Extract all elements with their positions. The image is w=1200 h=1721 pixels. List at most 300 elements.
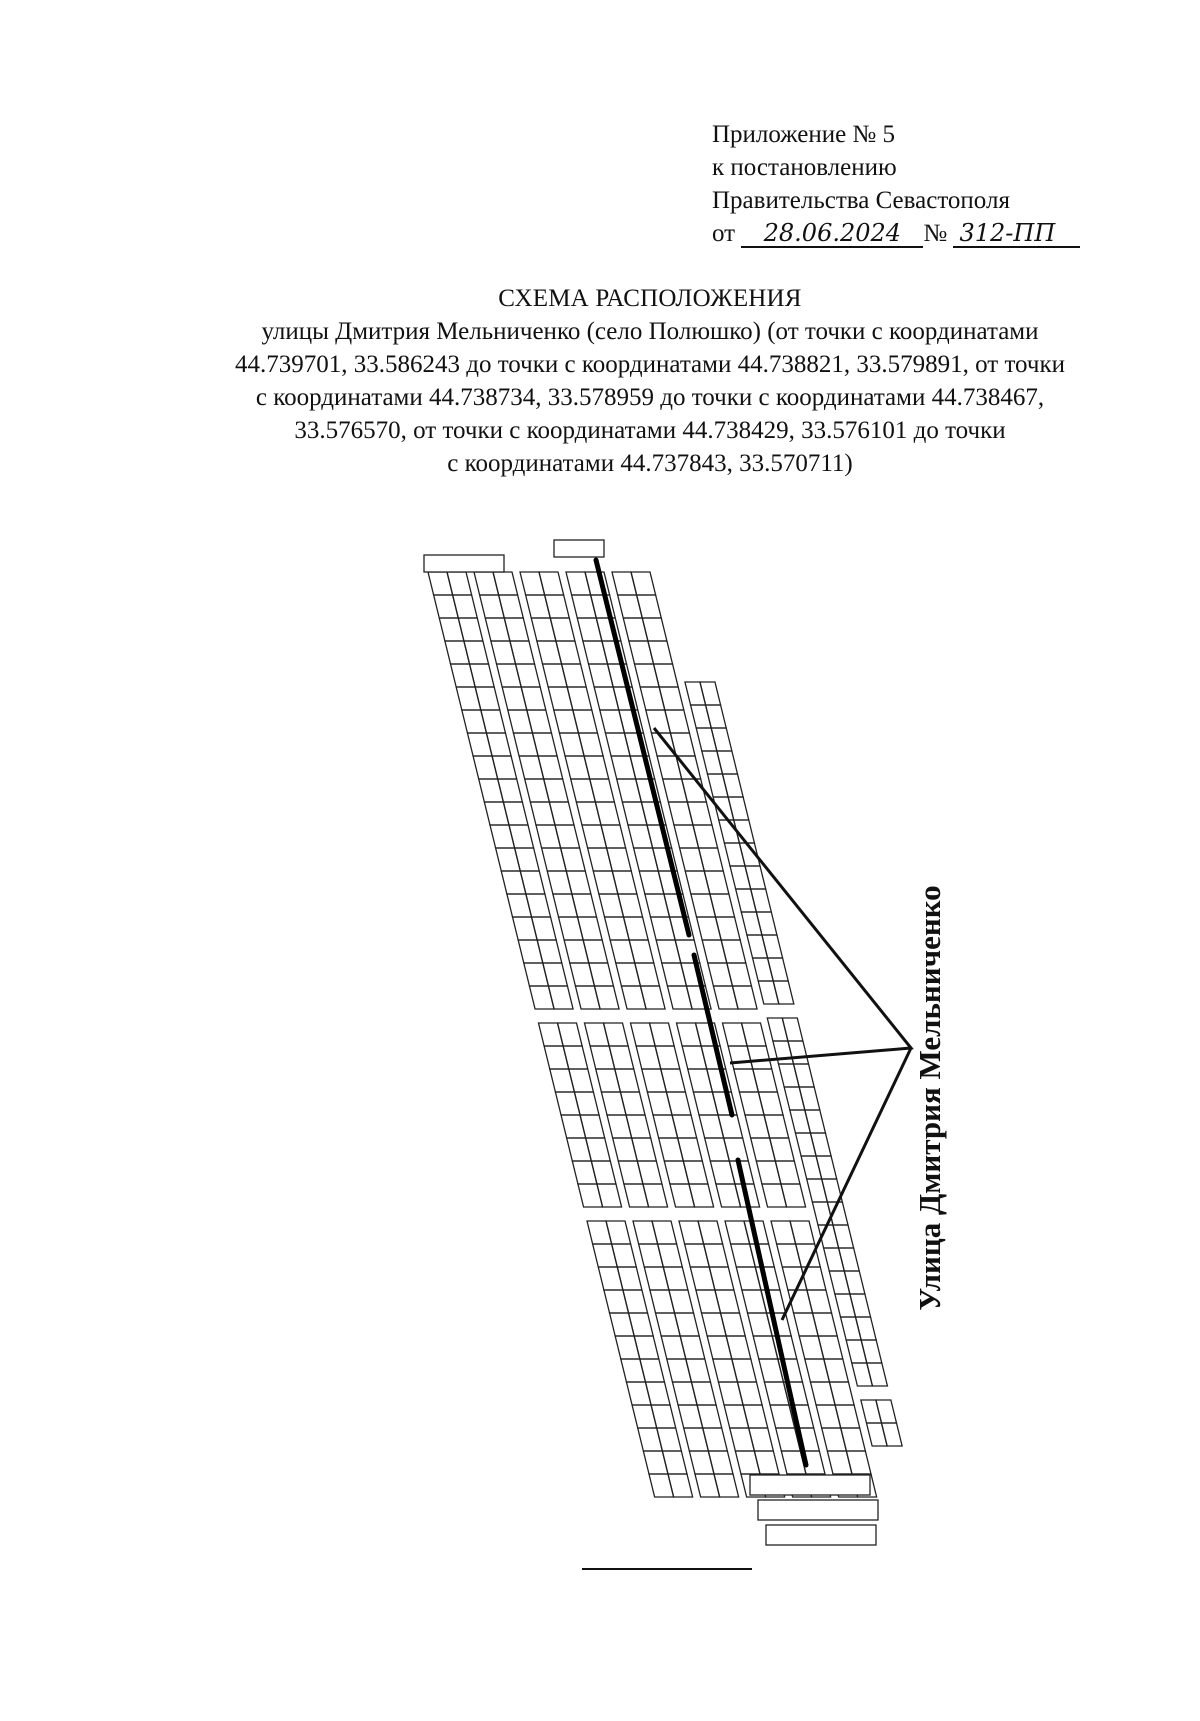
- land-parcel: [678, 1138, 703, 1161]
- from-label: от: [712, 220, 736, 247]
- land-parcel: [728, 797, 749, 820]
- land-parcel: [595, 802, 620, 825]
- land-parcel: [572, 595, 597, 618]
- land-parcel: [758, 1092, 783, 1115]
- land-parcel: [731, 1244, 756, 1267]
- land-parcel: [708, 1451, 733, 1474]
- land-parcel: [499, 595, 524, 618]
- land-parcel: [594, 687, 619, 710]
- land-parcel: [816, 1405, 841, 1428]
- land-parcel: [640, 986, 665, 1009]
- land-parcel: [670, 1184, 695, 1207]
- parcel-grid: [428, 572, 902, 1497]
- land-parcel: [807, 1290, 832, 1313]
- land-parcel: [699, 848, 724, 871]
- number-label: №: [923, 220, 948, 247]
- land-parcel: [662, 963, 687, 986]
- land-parcel: [620, 1092, 645, 1115]
- land-parcel: [428, 572, 453, 595]
- land-parcel: [616, 963, 641, 986]
- top-block: [424, 555, 504, 572]
- land-parcel: [549, 802, 574, 825]
- land-parcel: [548, 687, 573, 710]
- leader-lines: [654, 728, 911, 1320]
- land-parcel: [741, 1023, 766, 1046]
- land-parcel: [659, 1138, 684, 1161]
- land-parcel: [667, 986, 692, 1009]
- land-parcel: [708, 963, 733, 986]
- land-parcel: [703, 1428, 728, 1451]
- land-parcel: [762, 1184, 787, 1207]
- land-parcel: [520, 871, 545, 894]
- land-parcel: [474, 572, 499, 595]
- land-parcel: [711, 728, 732, 751]
- land-parcel: [550, 1069, 575, 1092]
- land-parcel: [844, 1271, 865, 1294]
- land-parcel: [637, 595, 662, 618]
- land-parcel: [867, 1363, 888, 1386]
- land-parcel: [650, 1290, 675, 1313]
- land-parcel: [580, 1115, 605, 1138]
- land-parcel: [721, 940, 746, 963]
- land-parcel: [777, 1244, 802, 1267]
- land-parcel: [728, 1046, 753, 1069]
- land-parcel: [685, 1244, 710, 1267]
- land-parcel: [672, 1382, 697, 1405]
- land-parcel: [732, 986, 757, 1009]
- land-parcel: [685, 871, 710, 894]
- land-parcel: [623, 1290, 648, 1313]
- land-parcel: [655, 1046, 680, 1069]
- land-parcel: [542, 848, 567, 871]
- land-parcel: [638, 1428, 663, 1451]
- land-parcel: [698, 1221, 723, 1244]
- land-parcel: [753, 1069, 778, 1092]
- land-parcel: [726, 1336, 751, 1359]
- land-parcel: [519, 756, 544, 779]
- land-parcel: [530, 802, 555, 825]
- land-parcel: [640, 1359, 665, 1382]
- land-parcel: [805, 1110, 826, 1133]
- appendix-number: Приложение № 5: [712, 121, 896, 148]
- land-parcel: [584, 1023, 609, 1046]
- land-parcel: [513, 733, 538, 756]
- land-parcel: [621, 986, 646, 1009]
- land-parcel: [748, 1313, 773, 1336]
- land-parcel: [545, 595, 570, 618]
- land-parcel: [710, 894, 735, 917]
- land-parcel: [749, 1428, 774, 1451]
- land-parcel: [717, 751, 738, 774]
- land-parcel: [555, 825, 580, 848]
- land-parcel: [526, 595, 551, 618]
- land-parcel: [718, 1115, 743, 1138]
- land-parcel: [609, 1046, 634, 1069]
- land-parcel: [699, 1115, 724, 1138]
- land-parcel: [590, 779, 615, 802]
- land-parcel: [464, 641, 489, 664]
- land-parcel: [640, 687, 665, 710]
- land-parcel: [475, 687, 500, 710]
- land-parcel: [576, 802, 601, 825]
- land-parcel: [713, 1359, 738, 1382]
- land-parcel: [768, 958, 789, 981]
- land-parcel: [813, 1313, 838, 1336]
- land-parcel: [470, 664, 495, 687]
- land-parcel: [794, 1064, 815, 1087]
- bottom-block: [750, 1475, 870, 1495]
- land-parcel: [612, 871, 637, 894]
- land-parcel: [693, 825, 718, 848]
- land-parcel: [601, 1092, 626, 1115]
- land-parcel: [622, 802, 647, 825]
- land-parcel: [707, 1336, 732, 1359]
- land-parcel: [583, 641, 608, 664]
- land-parcel: [630, 1023, 655, 1046]
- land-parcel: [672, 1115, 697, 1138]
- land-parcel: [628, 825, 653, 848]
- land-parcel: [510, 641, 535, 664]
- land-parcel: [547, 871, 572, 894]
- land-parcel: [689, 1451, 714, 1474]
- land-parcel: [629, 1313, 654, 1336]
- land-parcel: [561, 1115, 586, 1138]
- land-parcel: [688, 1069, 713, 1092]
- land-parcel: [578, 917, 603, 940]
- land-parcel: [700, 682, 721, 705]
- land-parcel: [572, 1161, 597, 1184]
- land-parcel: [492, 756, 517, 779]
- land-parcel: [565, 756, 590, 779]
- land-parcel: [594, 986, 619, 1009]
- land-parcel: [751, 1138, 776, 1161]
- land-parcel: [618, 595, 643, 618]
- land-parcel: [668, 802, 693, 825]
- land-parcel: [498, 779, 523, 802]
- land-parcel: [577, 618, 602, 641]
- appendix-issuer: Правительства Севастополя: [712, 187, 1010, 214]
- land-parcel: [496, 848, 521, 871]
- land-parcel: [591, 1161, 616, 1184]
- land-parcel: [557, 1023, 582, 1046]
- land-parcel: [730, 1428, 755, 1451]
- land-parcel: [481, 710, 506, 733]
- land-parcel: [524, 963, 549, 986]
- land-parcel: [543, 963, 568, 986]
- land-parcel: [629, 940, 654, 963]
- land-parcel: [516, 664, 541, 687]
- land-parcel: [705, 1138, 730, 1161]
- land-parcel: [632, 1138, 657, 1161]
- heading-line-1: улицы Дмитрия Мельниченко (село Полюшко) (от точки с координатами: [261, 318, 1039, 345]
- land-parcel: [518, 940, 543, 963]
- land-parcel: [745, 866, 766, 889]
- land-parcel: [645, 1382, 670, 1405]
- land-parcel: [715, 1290, 740, 1313]
- land-parcel: [639, 1244, 664, 1267]
- heading-line-5: с координатами 44.737843, 33.570711): [447, 450, 853, 477]
- land-parcel: [607, 1115, 632, 1138]
- heading-line-3: с координатами 44.738734, 33.578959 до точки с координатами 44.738467,: [255, 384, 1045, 411]
- land-parcel: [571, 779, 596, 802]
- land-parcel: [704, 1244, 729, 1267]
- land-parcel: [569, 1069, 594, 1092]
- land-parcel: [657, 1428, 682, 1451]
- land-parcel: [485, 618, 510, 641]
- land-parcel: [773, 981, 794, 1004]
- land-parcel: [610, 1313, 635, 1336]
- land-parcel: [556, 641, 581, 664]
- land-parcel: [600, 710, 625, 733]
- land-parcel: [570, 963, 595, 986]
- land-parcel: [756, 1161, 781, 1184]
- land-parcel: [635, 963, 660, 986]
- land-parcel: [881, 1423, 902, 1446]
- top-block: [554, 540, 604, 557]
- land-parcel: [841, 1428, 866, 1451]
- appendix-reference: к постановлению: [712, 154, 897, 181]
- land-parcel: [611, 756, 636, 779]
- land-parcel: [810, 1133, 831, 1156]
- land-parcel: [675, 1313, 700, 1336]
- land-parcel: [596, 1069, 621, 1092]
- land-parcel: [635, 664, 660, 687]
- land-parcel: [447, 572, 472, 595]
- land-parcel: [606, 1221, 631, 1244]
- land-parcel: [764, 1115, 789, 1138]
- land-parcel: [637, 1161, 662, 1184]
- land-parcel: [473, 756, 498, 779]
- land-parcel: [554, 710, 579, 733]
- land-parcel: [589, 963, 614, 986]
- land-parcel: [451, 664, 476, 687]
- land-parcel: [799, 1087, 820, 1110]
- handwritten-number: 312-ПП: [953, 220, 1080, 248]
- land-parcel: [486, 733, 511, 756]
- leader-line: [654, 728, 911, 1063]
- land-parcel: [573, 710, 598, 733]
- land-parcel: [467, 733, 492, 756]
- land-parcel: [646, 710, 671, 733]
- land-parcel: [691, 894, 716, 917]
- land-parcel: [751, 889, 772, 912]
- land-parcel: [651, 1405, 676, 1428]
- land-parcel: [527, 710, 552, 733]
- land-parcel: [624, 917, 649, 940]
- land-parcel: [624, 1184, 649, 1207]
- land-parcel: [493, 572, 518, 595]
- land-parcel: [713, 986, 738, 1009]
- land-parcel: [727, 963, 752, 986]
- land-parcel: [618, 894, 643, 917]
- land-parcel: [562, 664, 587, 687]
- land-parcel: [537, 940, 562, 963]
- land-parcel: [653, 1115, 678, 1138]
- land-parcel: [586, 1138, 611, 1161]
- land-parcel: [629, 641, 654, 664]
- document-title: СХЕМА РАСПОЛОЖЕНИЯ: [498, 285, 802, 312]
- land-parcel: [710, 1161, 735, 1184]
- land-parcel: [680, 848, 705, 871]
- land-parcel: [643, 1451, 668, 1474]
- land-parcel: [827, 1451, 852, 1474]
- land-parcel: [543, 664, 568, 687]
- land-parcel: [456, 687, 481, 710]
- land-parcel: [563, 1046, 588, 1069]
- land-parcel: [747, 1046, 772, 1069]
- land-parcel: [490, 825, 515, 848]
- land-parcel: [590, 1046, 615, 1069]
- land-parcel: [680, 1336, 705, 1359]
- land-parcel: [584, 756, 609, 779]
- land-parcel: [846, 1451, 871, 1474]
- land-parcel: [515, 848, 540, 871]
- bottom-divider: [582, 1568, 752, 1570]
- land-parcel: [754, 1451, 779, 1474]
- land-parcel: [636, 1046, 661, 1069]
- land-parcel: [548, 986, 573, 1009]
- land-parcel: [539, 572, 564, 595]
- land-parcel: [689, 1184, 714, 1207]
- land-parcel: [818, 1336, 843, 1359]
- land-parcel: [669, 1290, 694, 1313]
- land-parcel: [816, 1156, 837, 1179]
- land-parcel: [613, 1138, 638, 1161]
- land-parcel: [691, 1382, 716, 1405]
- land-parcel: [578, 733, 603, 756]
- land-parcel: [618, 1161, 643, 1184]
- land-parcel: [529, 986, 554, 1009]
- bottom-block: [766, 1525, 876, 1545]
- land-parcel: [737, 1382, 762, 1405]
- land-parcel: [716, 917, 741, 940]
- land-parcel: [491, 641, 516, 664]
- land-parcel: [682, 1046, 707, 1069]
- land-parcel: [537, 641, 562, 664]
- land-parcel: [679, 1221, 704, 1244]
- land-parcel: [781, 1184, 806, 1207]
- land-parcel: [721, 1313, 746, 1336]
- land-parcel: [810, 1382, 835, 1405]
- land-parcel: [479, 779, 504, 802]
- land-parcel: [663, 1267, 688, 1290]
- land-parcel: [605, 733, 630, 756]
- land-parcel: [833, 1225, 854, 1248]
- land-parcel: [612, 1244, 637, 1267]
- land-parcel: [676, 1023, 701, 1046]
- land-parcel: [634, 848, 659, 871]
- land-parcel: [631, 572, 656, 595]
- land-parcel: [623, 618, 648, 641]
- land-parcel: [615, 1336, 640, 1359]
- land-parcel: [643, 1184, 668, 1207]
- land-parcel: [742, 1290, 767, 1313]
- land-parcel: [531, 618, 556, 641]
- land-parcel: [678, 1405, 703, 1428]
- land-parcel: [850, 1294, 871, 1317]
- land-parcel: [649, 1023, 674, 1046]
- land-parcel: [790, 1221, 815, 1244]
- land-parcel: [484, 802, 509, 825]
- land-parcel: [458, 618, 483, 641]
- land-parcel: [504, 618, 529, 641]
- land-parcel: [663, 779, 688, 802]
- heading-line-4: 33.576570, от точки с координатами 44.738429, 33.576101 до точки: [294, 417, 1006, 444]
- land-parcel: [639, 871, 664, 894]
- land-parcel: [661, 1069, 686, 1092]
- land-parcel: [559, 917, 584, 940]
- land-parcel: [824, 1359, 849, 1382]
- land-parcel: [559, 733, 584, 756]
- land-parcel: [687, 802, 712, 825]
- land-parcel: [695, 1474, 720, 1497]
- land-parcel: [839, 1248, 860, 1271]
- land-parcel: [626, 1115, 651, 1138]
- land-parcel: [532, 917, 557, 940]
- land-parcel: [599, 894, 624, 917]
- land-parcel: [566, 871, 591, 894]
- land-parcel: [567, 1138, 592, 1161]
- land-parcel: [582, 825, 607, 848]
- land-parcel: [603, 1023, 628, 1046]
- land-parcel: [621, 1359, 646, 1382]
- land-parcel: [645, 894, 670, 917]
- street-highlight: [596, 560, 806, 1465]
- land-parcel: [658, 1244, 683, 1267]
- land-parcel: [782, 1018, 803, 1041]
- land-parcel: [702, 1313, 727, 1336]
- land-parcel: [724, 1138, 749, 1161]
- land-parcel: [462, 710, 487, 733]
- land-parcel: [648, 641, 673, 664]
- land-parcel: [716, 1184, 741, 1207]
- land-parcel: [642, 618, 667, 641]
- land-parcel: [555, 1092, 580, 1115]
- land-parcel: [735, 1451, 760, 1474]
- land-parcel: [762, 935, 783, 958]
- land-parcel: [538, 1023, 563, 1046]
- land-parcel: [704, 871, 729, 894]
- land-parcel: [770, 1138, 795, 1161]
- land-parcel: [633, 1221, 658, 1244]
- land-parcel: [725, 1221, 750, 1244]
- land-parcel: [553, 894, 578, 917]
- land-parcel: [501, 871, 526, 894]
- land-parcel: [697, 917, 722, 940]
- land-parcel: [805, 1359, 830, 1382]
- land-parcel: [544, 779, 569, 802]
- land-parcel: [626, 1382, 651, 1405]
- land-parcel: [745, 1115, 770, 1138]
- land-parcel: [771, 1221, 796, 1244]
- land-parcel: [799, 1336, 824, 1359]
- land-parcel: [544, 1046, 569, 1069]
- land-parcel: [575, 986, 600, 1009]
- land-parcel: [656, 1313, 681, 1336]
- land-parcel: [775, 1161, 800, 1184]
- land-parcel: [604, 1290, 629, 1313]
- land-parcel: [583, 940, 608, 963]
- street-name-label: Улица Дмитрия Мельниченко: [912, 885, 947, 1311]
- land-parcel: [743, 1405, 768, 1428]
- land-parcel: [876, 1400, 897, 1423]
- land-parcel: [607, 848, 632, 871]
- land-parcel: [612, 572, 637, 595]
- land-parcel: [652, 1221, 677, 1244]
- land-parcel: [684, 1428, 709, 1451]
- land-parcel: [718, 1382, 743, 1405]
- land-parcel: [439, 618, 464, 641]
